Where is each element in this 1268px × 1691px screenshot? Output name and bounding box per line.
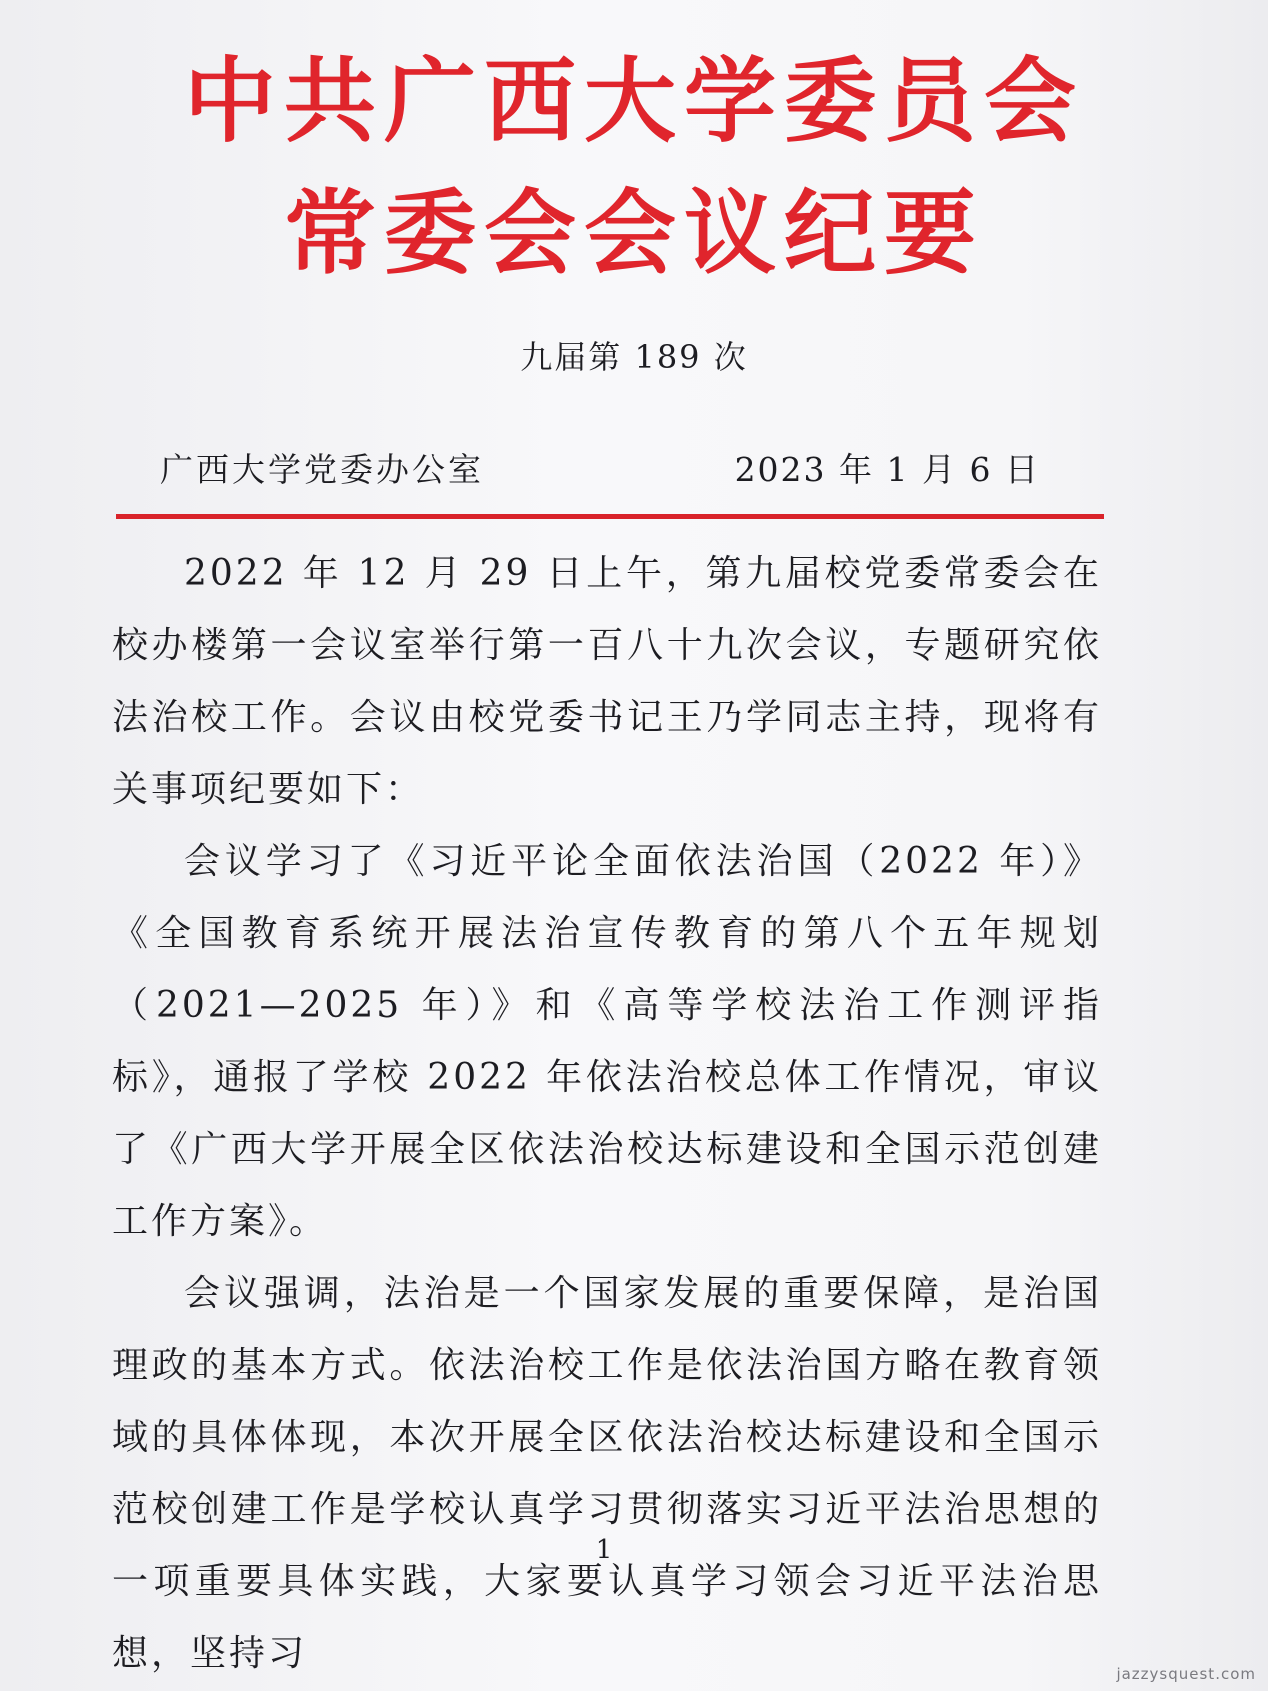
paragraph: 会议强调，法治是一个国家发展的重要保障，是治国理政的基本方式。依法治校工作是依法治国方略在教育领域的具体体现，本次开展全区依法治校达标建设和全国示范校创建工作是学校认真学习贯彻落实习近平法治思想的一项重要具体实践，大家要认真学习领会习近平法治思想，坚持习: [112, 1273, 1102, 1674]
issue-number: 九届第 189 次: [520, 338, 748, 376]
document-title-line-2: 常委会会议纪要: [283, 179, 984, 287]
document-body: [112, 538, 1102, 1690]
issue-date: 2023 年 1 月 6 日: [734, 450, 1040, 489]
page-number: 1: [595, 1535, 613, 1565]
paragraph: 会议学习了《习近平论全面依法治国（2022 年）》《全国教育系统开展法治宣传教育的第八个五年规划（2021—2025 年）》和《高等学校法治工作测评指标》，通报了学校 2022 年依法治校总体工作情况，审议了《广西大学开展全区依法治校达标建设和全国示范创建工作方案》。: [112, 841, 1102, 1242]
paragraph: 2022 年 12 月 29 日上午，第九届校党委常委会在校办楼第一会议室举行第一百八十九次会议，专题研究依法治校工作。会议由校党委书记王乃学同志主持，现将有关事项纪要如下：: [112, 553, 1102, 810]
issuing-office: 广西大学党委办公室: [160, 450, 484, 489]
watermark: jazzysquest.com: [1116, 1665, 1256, 1683]
red-divider-rule: [116, 514, 1104, 519]
document-title-line-1: 中共广西大学委员会: [183, 47, 1084, 155]
